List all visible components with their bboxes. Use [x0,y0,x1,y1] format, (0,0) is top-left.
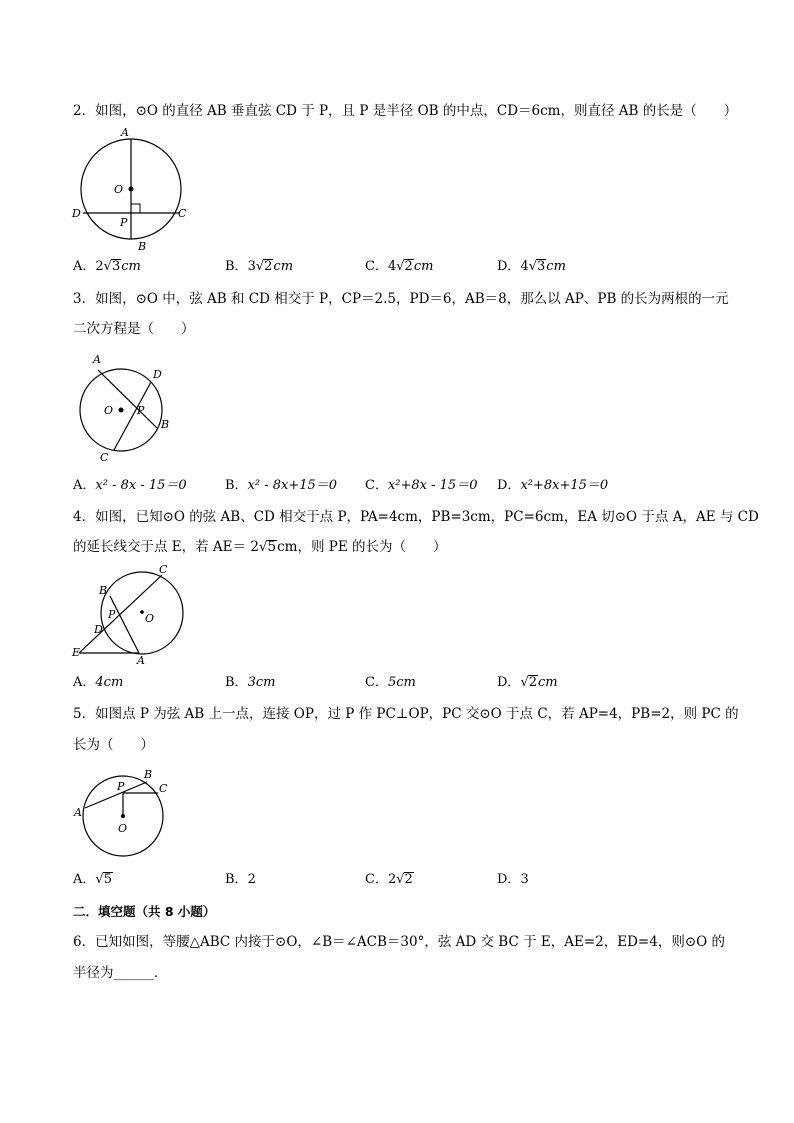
q4-option-b[interactable]: B．3cm [225,675,276,690]
q3-label-b: B [161,418,170,431]
q5-label-b: B [144,768,153,781]
q5-chord-ab [85,782,147,808]
q2-stem: 2．如图，⊙O 的直径 AB 垂直弦 CD 于 P，且 P 是半径 OB 的中点，CD＝6cm，则直径 AB 的长是（ ） [73,103,738,119]
q3-option-b[interactable]: B．x² - 8x+15＝0 [225,478,338,493]
q2-option-a[interactable]: A．2√3cm [73,259,141,274]
q5-label-p: P [117,780,125,793]
q4-figure [66,563,191,668]
q2-label-d: D [72,207,81,220]
q5-option-a[interactable]: A．√5 [73,872,112,887]
q4-label-o: O [145,612,155,625]
q3-label-o: O [104,404,114,417]
q5-option-c[interactable]: C．2√2 [365,872,413,887]
q4-stem-line2: 的延长线交于点 E，若 AE＝ 2√5cm，则 PE 的长为（ ） [73,539,447,555]
q4-label-b: B [99,584,108,597]
q5-option-b[interactable]: B．2 [225,872,256,887]
q5-stem-line2: 长为（ ） [73,737,154,753]
q5-label-c: C [159,782,168,795]
q4-label-e: E [72,646,81,659]
q4-option-c[interactable]: C．5cm [365,675,416,690]
q5-center-dot [121,814,125,818]
q4-label-c: C [159,563,168,576]
q3-stem-line1: 3．如图，⊙O 中，弦 AB 和 CD 相交于 P，CP＝2.5，PD＝6，AB＝8，那么以 AP、PB 的长为两根的一元 [73,291,729,307]
q3-center-dot [119,408,124,413]
q4-stem-line1: 4．如图，已知⊙O 的弦 AB、CD 相交于点 P，PA=4cm，PB=3cm，PC=6cm，EA 切⊙O 于点 A，AE 与 CD [73,509,759,525]
q4-chord-ba [110,596,139,653]
q4-option-d[interactable]: D．√2cm [497,675,558,690]
q2-label-c: C [178,207,187,220]
q4-label-p: P [108,608,116,621]
q5-figure [66,764,181,864]
q4-option-a[interactable]: A．4cm [73,675,124,690]
q4-center-dot [140,610,144,614]
section-heading: 二．填空题（共 8 小题） [73,904,216,919]
q3-label-d: D [153,368,162,381]
q3-option-c[interactable]: C．x²+8x - 15＝0 [365,478,478,493]
q5-label-a: A [74,806,82,819]
q3-stem-line2: 二次方程是（ ） [73,321,195,337]
q3-figure [66,350,186,465]
q2-figure [66,124,196,254]
q3-option-d[interactable]: D．x²+8x+15＝0 [497,478,609,493]
q5-label-o: O [118,822,128,835]
q2-option-d[interactable]: D．4√3cm [497,259,566,274]
q5-stem-line1: 5．如图点 P 为弦 AB 上一点，连接 OP，过 P 作 PC⊥OP，PC 交⊙O 于点 C，若 AP=4，PB=2，则 PC 的 [73,706,739,722]
q3-label-c: C [100,451,109,464]
q3-option-a[interactable]: A．x² - 8x - 15＝0 [73,478,187,493]
q4-label-a: A [137,654,145,667]
q2-label-p: P [120,216,128,229]
q2-option-c[interactable]: C．4√2cm [365,259,434,274]
q2-right-angle-mark [131,204,140,213]
q4-label-d: D [94,623,103,636]
q6-stem-line1: 6．已知如图，等腰△ABC 内接于⊙O，∠B＝∠ACB＝30°，弦 AD 交 BC 于 E，AE=2，ED=4，则⊙O 的 [73,934,726,950]
q2-center-dot [129,187,134,192]
q3-label-p: P [137,404,145,417]
q5-option-d[interactable]: D．3 [497,872,529,887]
q2-label-b: B [138,240,147,253]
q2-label-o: O [114,183,124,196]
q2-option-b[interactable]: B．3√2cm [225,259,294,274]
q3-label-a: A [93,353,101,366]
q2-label-a: A [121,126,129,139]
q6-stem-line2: 半径为______． [73,965,168,981]
